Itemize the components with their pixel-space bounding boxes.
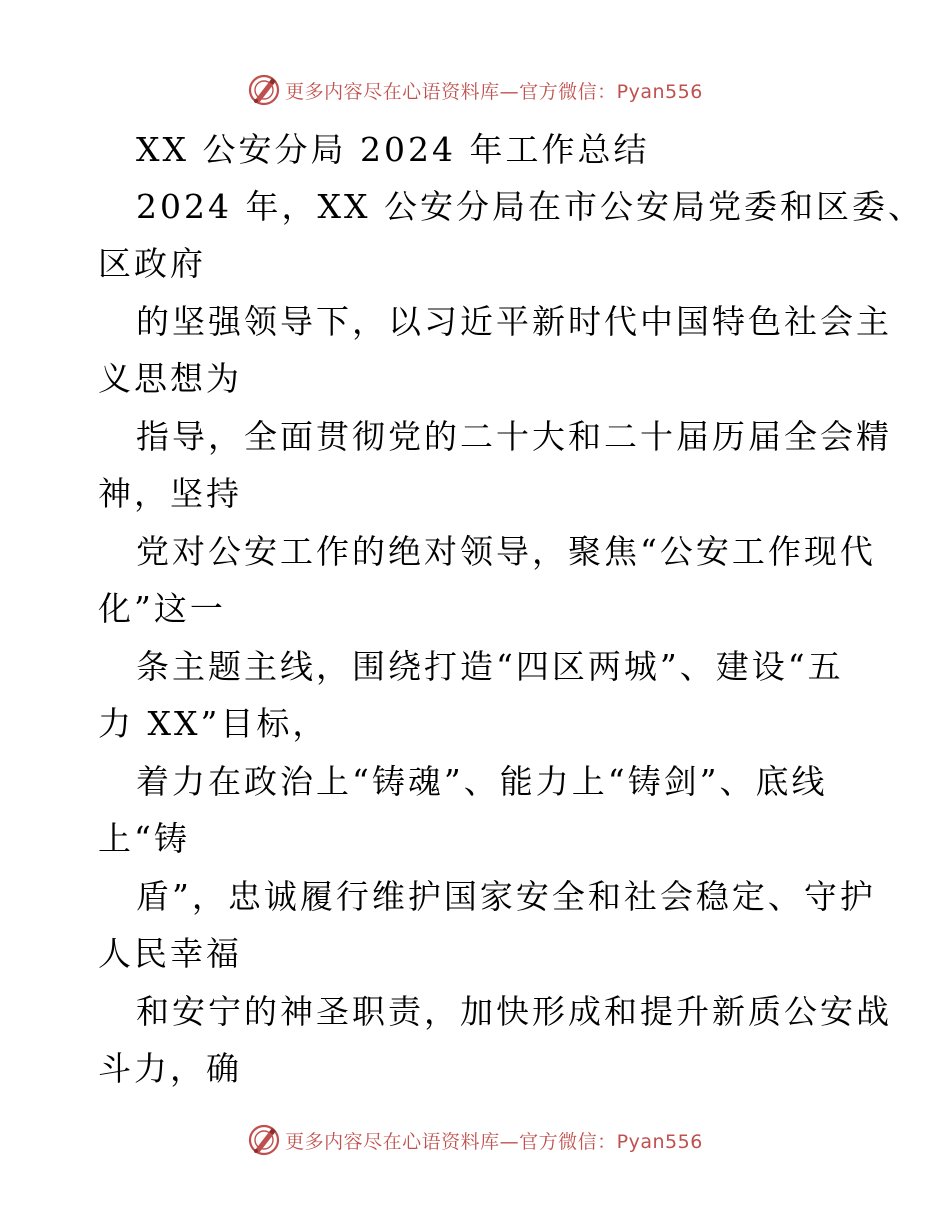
paragraph-line: 着力在政治上“铸魂”、能力上“铸剑”、底线 — [136, 762, 828, 801]
paragraph-line: 人民幸福 — [98, 934, 242, 973]
paragraph-line: 指导，全面贯彻党的二十大和二十届历届全会精 — [136, 417, 892, 456]
paragraph-line: 条主题主线，围绕打造“四区两城”、建设“五 — [136, 647, 844, 686]
document-title: XX 公安分局 2024 年工作总结 — [136, 130, 650, 169]
paragraph-line: 党对公安工作的绝对领导，聚焦“公安工作现代 — [136, 532, 876, 571]
paragraph-line: 和安宁的神圣职责，加快形成和提升新质公安战 — [136, 992, 892, 1031]
watermark-text: 更多内容尽在心语资料库—官方微信：Pyan556 — [285, 1130, 703, 1153]
paragraph-line: 斗力，确 — [98, 1049, 242, 1088]
paragraph-line: 义思想为 — [98, 359, 242, 398]
paragraph-line: 力 XX”目标， — [98, 704, 329, 743]
watermark-text: 更多内容尽在心语资料库—官方微信：Pyan556 — [285, 80, 703, 103]
paragraph-line: 2024 年，XX 公安分局在市公安局党委和区委、 — [136, 187, 924, 226]
paragraph-line: 的坚强领导下，以习近平新时代中国特色社会主 — [136, 302, 892, 341]
paragraph-line: 上“铸 — [98, 819, 190, 858]
header-watermark — [0, 72, 950, 108]
pen-logo-icon — [247, 73, 281, 107]
paragraph-line: 盾”，忠诚履行维护国家安全和社会稳定、守护 — [136, 877, 876, 916]
paragraph-line: 区政府 — [98, 244, 206, 283]
paragraph-line: 神，坚持 — [98, 474, 242, 513]
footer-watermark — [0, 1122, 950, 1158]
pen-logo-icon — [247, 1123, 281, 1157]
paragraph-line: 化”这一 — [98, 589, 226, 628]
